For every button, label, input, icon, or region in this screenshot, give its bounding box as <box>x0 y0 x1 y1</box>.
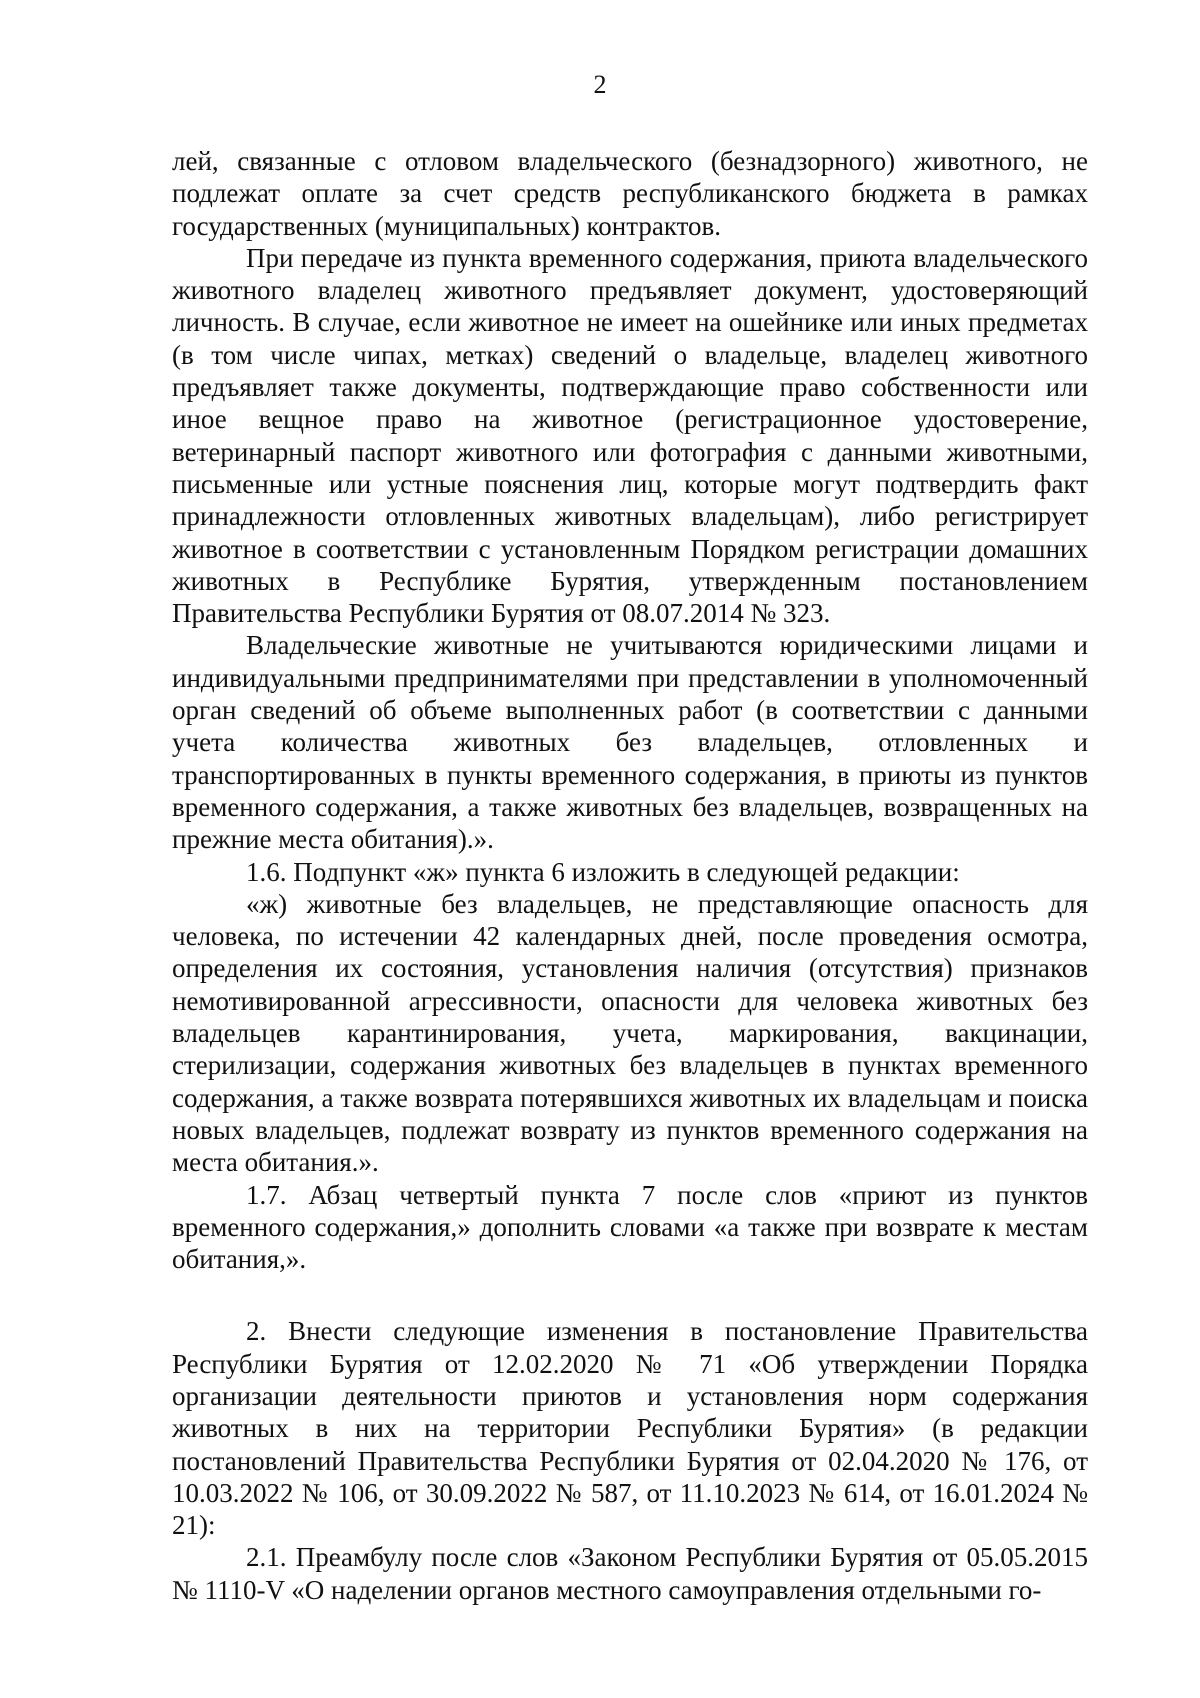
paragraph-continuation: лей, связанные с отловом владельческого (безнадзорного) животного, не подлежат оплате за счет средств республиканского бюджета в рамках государственных (муниципальных) контрактов. <box>172 146 1088 241</box>
paragraph-item-1-6: 1.6. Подпункт «ж» пункта 6 изложить в следующей редакции: <box>246 856 960 887</box>
page-number: 2 <box>593 70 607 99</box>
paragraph-owned-animals-accounting: Владельческие животные не учитываются юридическими лицами и индивидуальными предпринимателями при представлении в уполномоченный орган сведений об объеме выполненных работ (в соответствии с данными учета количества животных без владельцев, отловленных и транспортированных в пункты временного содержания, в приюты из пунктов временного содержания, а также животных без владельцев, возвращенных на прежние места обитания).». <box>172 630 1088 855</box>
paragraph-item-2: 2. Внести следующие изменения в постановление Правительства Республики Бурятия от 12.02.2020 № 71 «Об утверждении Порядка организации деятельности приютов и установления норм содержания животных в них на территории Республики Бурятия» (в редакции постановлений Правительства Республики Бурятия от 02.04.2020 № 176, от 10.03.2022 № 106, от 30.09.2022 № 587, от 11.10.2023 № 614, от 16.01.2024 № 21): <box>172 1316 1088 1541</box>
paragraph-subitem-zh: «ж) животные без владельцев, не представляющие опасность для человека, по истечении 42 календарных дней, после проведения осмотра, определения их состояния, установления наличия (отсутствия) признаков немотивированной агрессивности, опасности для человека животных без владельцев карантинирования, учета, маркирования, вакцинации, стерилизации, содержания животных без владельцев в пунктах временного содержания, а также возврата потерявшихся животных их владельцам и поиска новых владельцев, подлежат возврату из пунктов временного содержания на места обитания.». <box>172 888 1088 1178</box>
paragraph-item-1-7: 1.7. Абзац четвертый пункта 7 после слов «приют из пунктов временного содержания,» дополнить словами «а также при возврате к местам обитания,». <box>172 1179 1088 1275</box>
paragraph-item-2-1: 2.1. Преамбулу после слов «Законом Республики Бурятия от 05.05.2015 № 1110-V «О наделении органов местного самоуправления отдельными го- <box>172 1542 1088 1605</box>
document-body <box>172 145 1088 1606</box>
paragraph-owner-transfer: При передаче из пункта временного содержания, приюта владельческого животного владелец животного предъявляет документ, удостоверяющий личность. В случае, если животное не имеет на ошейнике или иных предметах (в том числе чипах, метках) сведений о владельце, владелец животного предъявляет также документы, подтверждающие право собственности или иное вещное право на животное (регистрационное удостоверение, ветеринарный паспорт животного или фотография с данными животными, письменные или устные пояснения лиц, которые могут подтвердить факт принадлежности отловленных животных владельцам), либо регистрирует животное в соответствии с установленным Порядком регистрации домашних животных в Республике Бурятия, утвержденным постановлением Правительства Республики Бурятия от 08.07.2014 № 323. <box>172 242 1088 629</box>
